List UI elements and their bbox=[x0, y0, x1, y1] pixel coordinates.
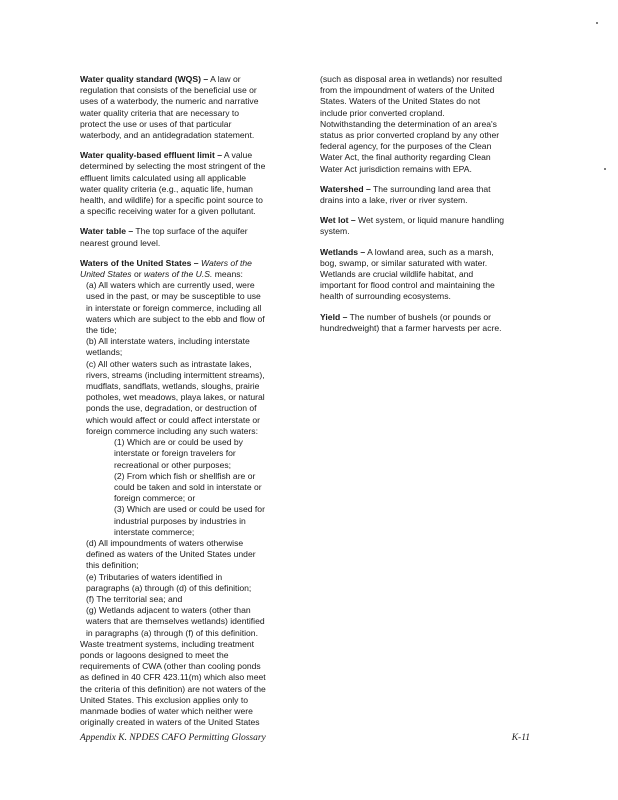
definition-line: important for flood control and maintaining the bbox=[320, 280, 495, 291]
definition-line: States. Waters of the United States do not bbox=[320, 96, 481, 107]
sub-definition-line: (2) From which fish or shellfish are or bbox=[114, 470, 256, 481]
definition-line: as defined in 40 CFR 423.11(m) which also meet bbox=[80, 672, 266, 683]
definition-line: drains into a lake, river or river system. bbox=[320, 195, 468, 206]
left-column bbox=[80, 74, 302, 737]
italic-term: Waters of the bbox=[200, 257, 252, 268]
definition-line: A lowland area, such as a marsh, bbox=[367, 246, 494, 257]
glossary-term: Waters of the United States – bbox=[80, 257, 199, 268]
glossary-entry-yield bbox=[320, 312, 522, 334]
definition-line: protect the use or uses of that particular bbox=[80, 118, 232, 129]
definition-line: hundredweight) that a farmer harvests per acre. bbox=[320, 322, 502, 333]
definition-line: The number of bushels (or pounds or bbox=[349, 311, 492, 322]
definition-line: United States. This exclusion applies only to bbox=[80, 694, 248, 705]
definition-line: a specific receiving water for a given pollutant. bbox=[80, 206, 256, 217]
definition-line: this definition; bbox=[86, 560, 139, 571]
definition-line: the criteria of this definition) are not waters of the bbox=[80, 683, 266, 694]
page-footer bbox=[80, 733, 530, 747]
definition-line: manmade bodies of water which neither were bbox=[80, 705, 253, 716]
glossary-entry-wqs bbox=[80, 74, 302, 141]
definition-line: requirements of CWA (other than cooling ponds bbox=[80, 661, 261, 672]
sub-definition-line: interstate commerce; bbox=[114, 526, 195, 537]
definition-line: used in the past, or may be susceptible to use bbox=[86, 291, 261, 302]
definition-line: the tide; bbox=[86, 325, 117, 336]
definition-line: regulation that consists of the beneficial use or bbox=[80, 85, 257, 96]
definition-line: defined as waters of the United States under bbox=[86, 549, 256, 560]
glossary-entry-wetlands bbox=[320, 247, 522, 303]
definition-line: (f) The territorial sea; and bbox=[86, 593, 183, 604]
definition-line: (d) All impoundments of waters otherwise bbox=[86, 537, 244, 548]
definition-line: from the impoundment of waters of the United bbox=[320, 85, 495, 96]
glossary-term: Wetlands – bbox=[320, 246, 366, 257]
wotus-continuation bbox=[320, 74, 522, 175]
definition-line: The top surface of the aquifer bbox=[135, 226, 248, 237]
definition-line: rivers, streams (including intermittent streams), bbox=[86, 369, 265, 380]
sub-definition-line: foreign commerce; or bbox=[114, 493, 196, 504]
definition-line: Wet system, or liquid manure handling bbox=[358, 215, 505, 226]
definition-line: waters that are themselves wetlands) identified bbox=[86, 616, 265, 627]
definition-line: ponds the use, degradation, or destruction of bbox=[86, 403, 257, 414]
definition-line: in interstate or foreign commerce, including all bbox=[86, 302, 262, 313]
or-word: or bbox=[133, 269, 142, 280]
glossary-term: Yield – bbox=[320, 311, 348, 322]
definition-line: status as prior converted cropland by any other bbox=[320, 130, 500, 141]
definition-line: (a) All waters which are currently used, were bbox=[86, 280, 255, 291]
definition-line: (g) Wetlands adjacent to waters (other than bbox=[86, 605, 251, 616]
glossary-entry-watershed bbox=[320, 184, 522, 206]
definition-line: waters which are subject to the ebb and flow of bbox=[86, 313, 265, 324]
definition-line: water quality criteria (e.g., aquatic life, human bbox=[80, 183, 253, 194]
page-number: K-11 bbox=[511, 733, 530, 743]
glossary-entry-water-table bbox=[80, 226, 302, 248]
definition-line: (b) All interstate waters, including interstate bbox=[86, 336, 250, 347]
definition-line: bog, swamp, or similar saturated with water. bbox=[320, 257, 488, 268]
italic-term: United States bbox=[80, 269, 132, 280]
glossary-term: Wet lot – bbox=[320, 215, 356, 226]
definition-line: wetlands; bbox=[86, 347, 123, 358]
glossary-entry-wqbel bbox=[80, 150, 302, 217]
definition-line: in paragraphs (a) through (f) of this definition. bbox=[86, 627, 258, 638]
definition-line: (such as disposal area in wetlands) nor resulted bbox=[320, 74, 502, 84]
sub-definition-line: (3) Which are used or could be used for bbox=[114, 504, 265, 515]
definition-line: paragraphs (a) through (d) of this definition; bbox=[86, 582, 252, 593]
definition-line: A value bbox=[223, 150, 253, 161]
definition-line: uses of a waterbody, the numeric and narrative bbox=[80, 96, 259, 107]
definition-line: water quality criteria that are necessary to bbox=[80, 107, 240, 118]
definition-line: nearest ground level. bbox=[80, 237, 161, 248]
italic-term: waters of the U.S. bbox=[144, 269, 213, 280]
definition-line: health, and wildlife) for a specific point source to bbox=[80, 195, 263, 206]
sub-definition-line: industrial purposes by industries in bbox=[114, 515, 246, 526]
definition-line: The surrounding land area that bbox=[373, 183, 491, 194]
definition-line: mudflats, sandflats, wetlands, sloughs, prairie bbox=[86, 381, 260, 392]
definition-line: Waste treatment systems, including treatment bbox=[80, 638, 255, 649]
right-column bbox=[320, 74, 522, 343]
definition-line: Water Act, the final authority regarding Clean bbox=[320, 152, 491, 163]
glossary-term: Water table – bbox=[80, 226, 134, 237]
definition-line: ponds or lagoons designed to meet the bbox=[80, 649, 229, 660]
sub-definition-line: (1) Which are or could be used by bbox=[114, 437, 243, 448]
definition-line: foreign commerce including any such waters: bbox=[86, 425, 258, 436]
definition-line: effluent limits calculated using all applicable bbox=[80, 172, 247, 183]
glossary-term: Water quality-based effluent limit – bbox=[80, 150, 222, 161]
glossary-term: Water quality standard (WQS) – bbox=[80, 74, 209, 84]
definition-line: Notwithstanding the determination of an area's bbox=[320, 118, 497, 129]
definition-line: (e) Tributaries of waters identified in bbox=[86, 571, 223, 582]
definition-line: federal agency, for the purposes of the Clean bbox=[320, 141, 492, 152]
sub-definition-line: interstate or foreign travelers for bbox=[114, 448, 236, 459]
scan-speck bbox=[596, 22, 598, 24]
definition-line: Water Act jurisdiction remains with EPA. bbox=[320, 163, 472, 174]
footer-title: Appendix K. NPDES CAFO Permitting Glossary bbox=[80, 733, 266, 743]
definition-line: (c) All other waters such as intrastate lakes, bbox=[86, 358, 252, 369]
definition-line: health of surrounding ecosystems. bbox=[320, 291, 451, 302]
sub-definition-line: could be taken and sold in interstate or bbox=[114, 481, 262, 492]
glossary-entry-wotus bbox=[80, 258, 302, 729]
definition-line: system. bbox=[320, 226, 350, 237]
definition-line: determined by selecting the most stringent of the bbox=[80, 161, 266, 172]
sub-definition-line: recreational or other purposes; bbox=[114, 459, 232, 470]
definition-line: A law or bbox=[210, 74, 241, 84]
means-word: means: bbox=[214, 269, 243, 280]
definition-line: potholes, wet meadows, playa lakes, or natural bbox=[86, 392, 265, 403]
definition-line: include prior converted cropland. bbox=[320, 107, 445, 118]
glossary-term: Watershed – bbox=[320, 183, 371, 194]
definition-line: which would affect or could affect interstate or bbox=[86, 414, 261, 425]
definition-line: originally created in waters of the United States bbox=[80, 717, 260, 728]
definition-line: waterbody, and an antidegradation statement. bbox=[80, 130, 255, 141]
definition-line: Wetlands are crucial wildlife habitat, and bbox=[320, 269, 474, 280]
glossary-entry-wet-lot bbox=[320, 215, 522, 237]
scan-speck bbox=[604, 168, 606, 170]
